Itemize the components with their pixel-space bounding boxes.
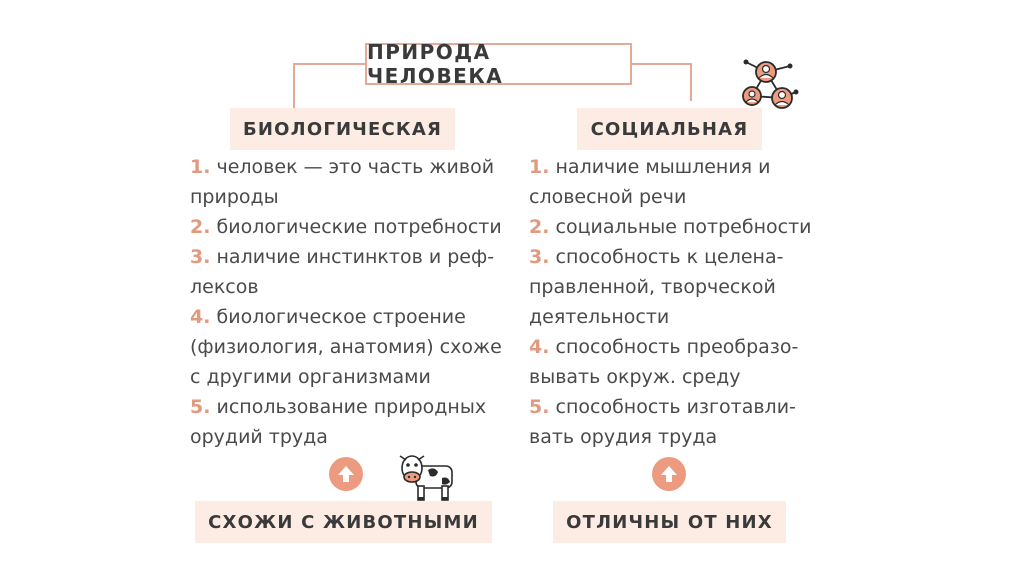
connector-left-horizontal: [293, 63, 365, 65]
list-text: наличие мышления и словесной речи: [529, 156, 771, 208]
list-text: социальные потребности: [555, 216, 812, 238]
people-network-icon: [738, 56, 800, 116]
connector-right-horizontal: [632, 63, 692, 65]
biological-label: БИОЛОГИЧЕСКАЯ: [230, 108, 455, 150]
list-number: 4.: [529, 336, 550, 358]
cow-icon: [398, 448, 456, 506]
biological-list: [190, 152, 506, 452]
list-item: [529, 242, 824, 332]
list-number: 2.: [190, 216, 211, 238]
list-item: [190, 242, 506, 302]
list-text: способность изготавли-вать орудия труда: [529, 396, 796, 448]
connector-left-vertical: [293, 63, 295, 108]
conclusion-left: СХОЖИ С ЖИВОТНЫМИ: [195, 501, 492, 543]
list-number: 1.: [190, 156, 211, 178]
list-number: 3.: [190, 246, 211, 268]
social-label: СОЦИАЛЬНАЯ: [577, 108, 762, 150]
list-text: человек — это часть живой природы: [190, 156, 495, 208]
social-list: [529, 152, 824, 452]
arrow-up-icon: [652, 457, 686, 491]
list-item: [190, 302, 506, 392]
list-number: 5.: [529, 396, 550, 418]
list-item: [190, 392, 506, 452]
list-text: биологическое строение (физиология, анатомия) схоже с другими организмами: [190, 306, 502, 388]
diagram-title: ПРИРОДА ЧЕЛОВЕКА: [365, 43, 632, 85]
list-item: [529, 392, 824, 452]
list-number: 2.: [529, 216, 550, 238]
list-item: [190, 152, 506, 212]
list-text: использование природных орудий труда: [190, 396, 487, 448]
list-text: биологические потребности: [216, 216, 502, 238]
list-number: 3.: [529, 246, 550, 268]
list-item: [529, 152, 824, 212]
list-number: 5.: [190, 396, 211, 418]
list-text: наличие инстинктов и реф-лексов: [190, 246, 495, 298]
list-item: [529, 332, 824, 392]
arrow-up-icon: [329, 457, 363, 491]
list-number: 1.: [529, 156, 550, 178]
conclusion-right: ОТЛИЧНЫ ОТ НИХ: [553, 501, 786, 543]
list-text: способность преобразо-вывать окруж. среду: [529, 336, 799, 388]
list-item: [529, 212, 824, 242]
connector-right-vertical: [690, 63, 692, 101]
list-text: способность к целена-правленной, творческой деятельности: [529, 246, 784, 328]
list-number: 4.: [190, 306, 211, 328]
list-item: [190, 212, 506, 242]
